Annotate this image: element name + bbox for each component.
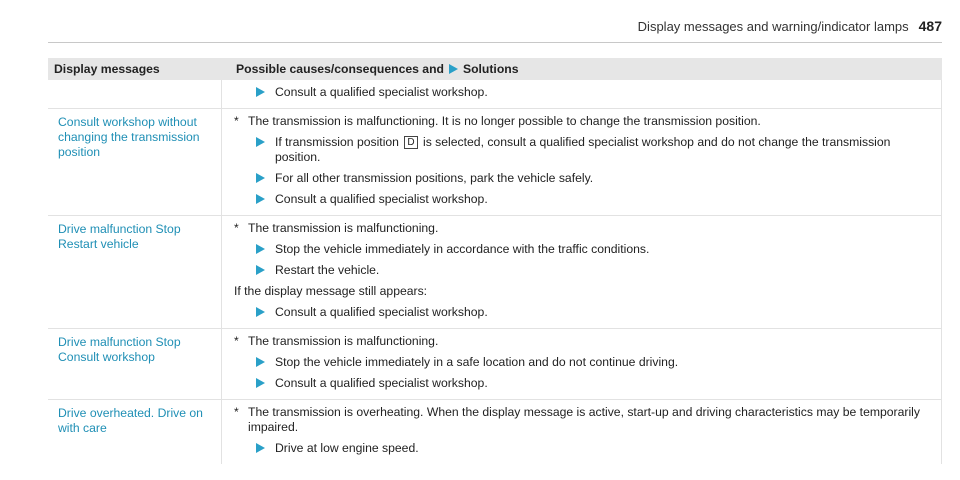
section-title: Display messages and warning/indicator lamps	[637, 19, 909, 34]
table-row	[48, 216, 942, 329]
action-item	[256, 171, 929, 186]
asterisk-icon: *	[234, 405, 239, 419]
action-item	[256, 85, 929, 100]
triangle-arrow-right-icon	[256, 244, 265, 254]
cause-item	[234, 221, 929, 236]
table-row	[48, 329, 942, 400]
column-header-messages: Display messages	[54, 61, 160, 76]
action-item	[256, 441, 929, 456]
action-text: Restart the vehicle.	[275, 263, 380, 277]
column-header-causes	[222, 62, 942, 77]
action-text	[275, 135, 929, 165]
column-header-causes-label: Possible causes/consequences and	[236, 61, 444, 76]
column-header-solutions-label: Solutions	[462, 61, 519, 76]
triangle-arrow-right-icon	[256, 87, 265, 97]
action-item	[256, 135, 929, 165]
message-cell-empty	[48, 80, 222, 108]
action-text-part: If transmission position	[275, 135, 399, 149]
triangle-arrow-right-icon	[256, 265, 265, 275]
display-message-line: Drive malfunction Stop	[58, 222, 181, 236]
display-message: Consult workshop without changing the transmission position	[48, 109, 222, 215]
action-item	[256, 305, 929, 320]
action-text: Consult a qualified specialist workshop.	[275, 85, 488, 99]
display-message-line: Consult workshop	[58, 350, 155, 364]
solution-cell	[222, 216, 942, 328]
triangle-arrow-right-icon	[256, 378, 265, 388]
action-item	[256, 192, 929, 207]
display-message-line: Drive malfunction Stop	[58, 335, 181, 349]
cause-text: The transmission is malfunctioning.	[248, 334, 439, 348]
asterisk-icon: *	[234, 334, 239, 348]
display-message	[48, 329, 222, 399]
action-text: Stop the vehicle immediately in a safe location and do not continue driving.	[275, 355, 679, 369]
table-row	[48, 400, 942, 464]
solution-cell	[222, 109, 942, 215]
note-text: If the display message still appears:	[234, 284, 428, 298]
action-item	[256, 376, 929, 391]
cause-text: The transmission is malfunctioning. It is no longer possible to change the transmission position.	[248, 114, 761, 128]
page-number: 487	[918, 18, 942, 34]
action-item	[256, 242, 929, 257]
display-message-line: Restart vehicle	[58, 237, 139, 251]
action-text-part: is selected, consult a qualified specialist workshop and do not change the transmission position.	[275, 135, 891, 164]
solution-cell	[222, 400, 942, 464]
page-header	[638, 18, 942, 34]
action-item	[256, 263, 929, 278]
asterisk-icon: *	[234, 114, 239, 128]
action-text: Consult a qualified specialist workshop.	[275, 192, 488, 206]
solution-cell	[222, 80, 942, 108]
triangle-arrow-right-icon	[256, 357, 265, 367]
cause-text: The transmission is overheating. When the display message is active, start-up and driving characteristics may be temporarily impaired.	[248, 405, 920, 434]
triangle-arrow-right-icon	[449, 64, 458, 74]
triangle-arrow-right-icon	[256, 194, 265, 204]
action-text: For all other transmission positions, park the vehicle safely.	[275, 171, 594, 185]
cause-item	[234, 405, 929, 435]
triangle-arrow-right-icon	[256, 443, 265, 453]
asterisk-icon: *	[234, 221, 239, 235]
action-item	[256, 355, 929, 370]
table-row	[48, 109, 942, 216]
triangle-arrow-right-icon	[256, 137, 265, 147]
cause-text: The transmission is malfunctioning.	[248, 221, 439, 235]
solution-cell	[222, 329, 942, 399]
action-text: Consult a qualified specialist workshop.	[275, 376, 488, 390]
display-message	[48, 216, 222, 328]
triangle-arrow-right-icon	[256, 173, 265, 183]
display-message: Drive overheated. Drive on with care	[48, 400, 222, 464]
header-divider	[48, 42, 942, 43]
cause-item	[234, 334, 929, 349]
action-text: Drive at low engine speed.	[275, 441, 419, 455]
table-header	[48, 58, 942, 80]
display-messages-table	[48, 58, 942, 464]
transmission-position-d-icon: D	[404, 136, 417, 149]
triangle-arrow-right-icon	[256, 307, 265, 317]
table-row-continuation	[48, 80, 942, 109]
action-text: Stop the vehicle immediately in accordance with the traffic conditions.	[275, 242, 650, 256]
cause-item	[234, 114, 929, 129]
action-text: Consult a qualified specialist workshop.	[275, 305, 488, 319]
